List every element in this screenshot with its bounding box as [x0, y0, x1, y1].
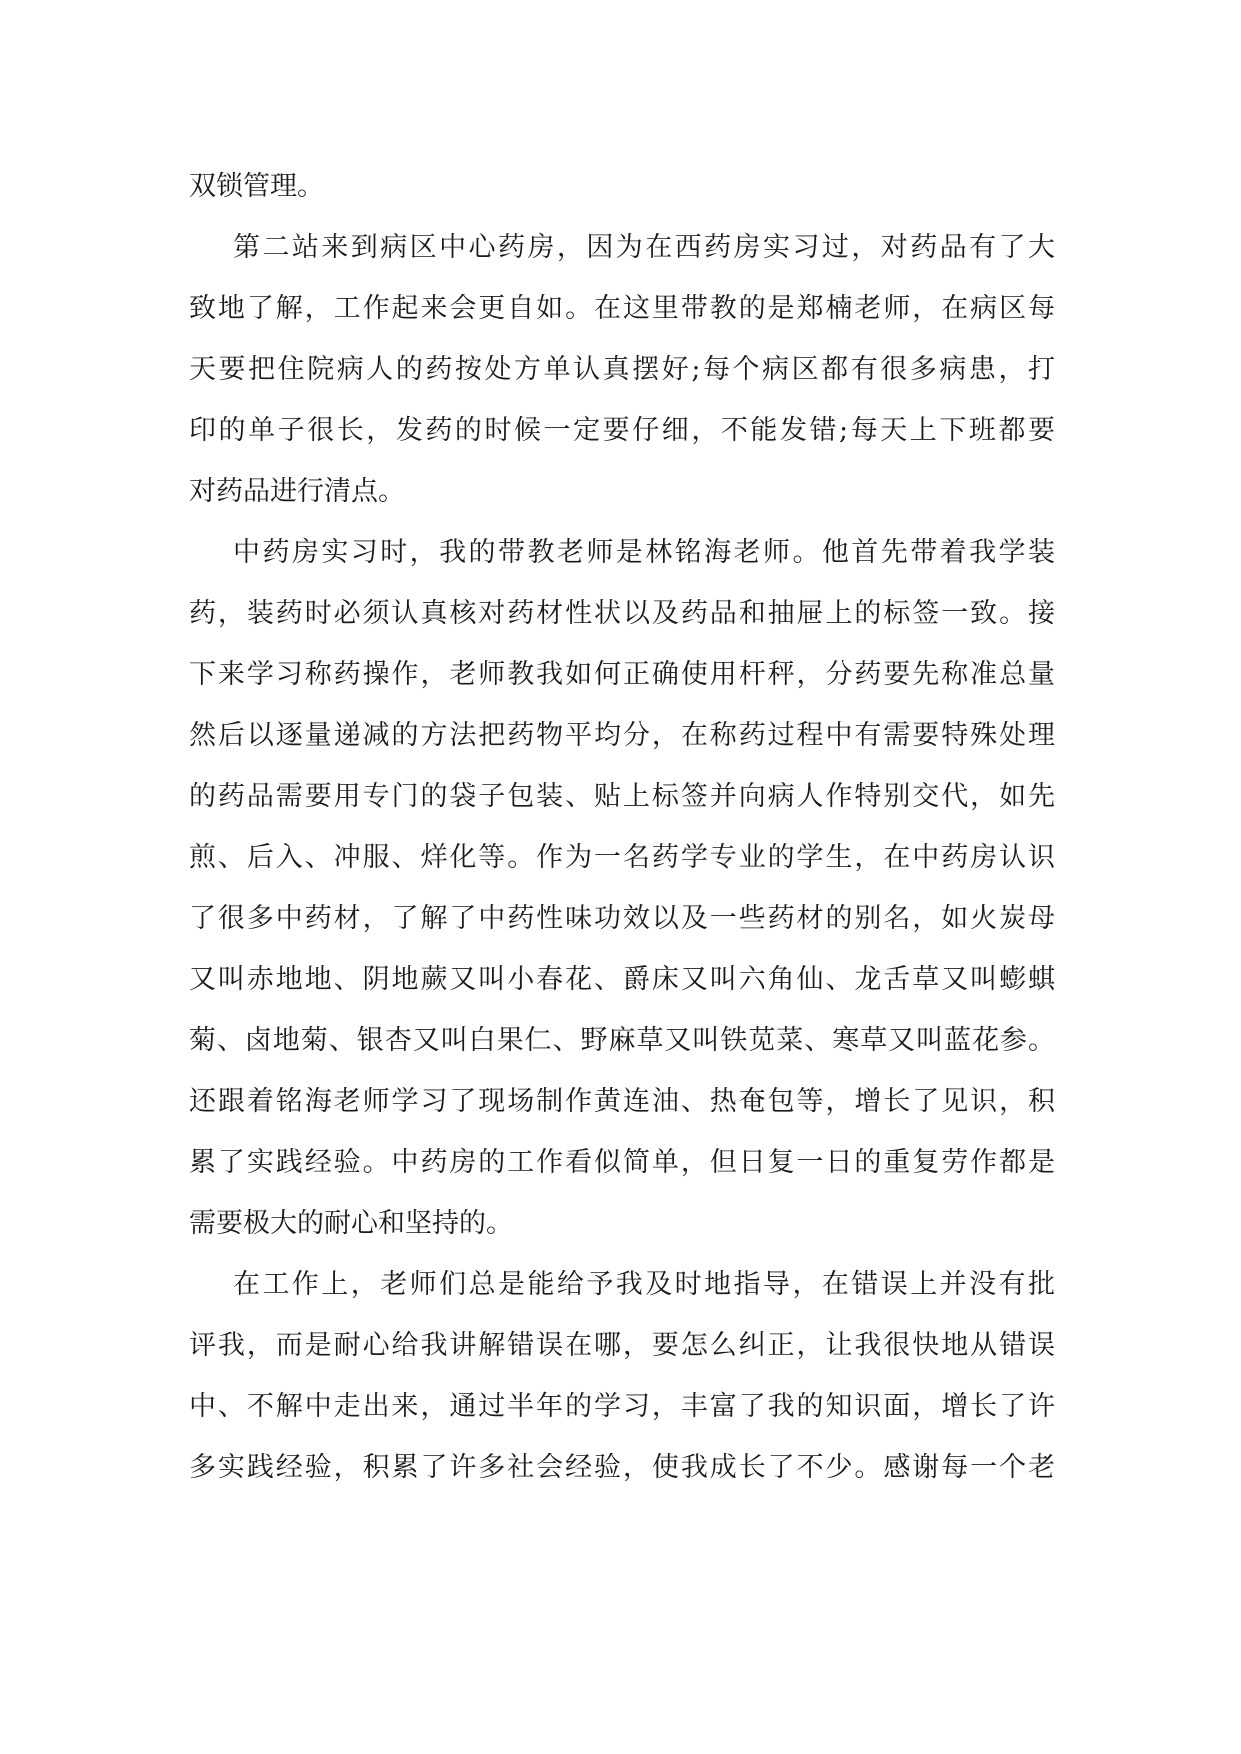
paragraph-line: 天要把住院病人的药按处方单认真摆好;每个病区都有很多病患，打 — [189, 354, 1055, 385]
paragraph-line: 累了实践经验。中药房的工作看似简单，但日复一日的重复劳作都是 — [189, 1147, 1055, 1178]
paragraph-line: 又叫赤地地、阴地蕨又叫小春花、爵床又叫六角仙、龙舌草又叫蟛蜞 — [189, 964, 1055, 995]
paragraph-line: 需要极大的耐心和坚持的。 — [189, 1208, 513, 1239]
paragraph-line: 然后以逐量递减的方法把药物平均分，在称药过程中有需要特殊处理 — [189, 720, 1055, 751]
paragraph-line: 中药房实习时，我的带教老师是林铭海老师。他首先带着我学装 — [233, 537, 1055, 568]
paragraph-line: 印的单子很长，发药的时候一定要仔细，不能发错;每天上下班都要 — [189, 415, 1055, 446]
paragraph-line: 药，装药时必须认真核对药材性状以及药品和抽屉上的标签一致。接 — [189, 598, 1055, 629]
paragraph-line: 菊、卤地菊、银杏又叫白果仁、野麻草又叫铁苋菜、寒草又叫蓝花参。 — [189, 1025, 1055, 1056]
paragraph-line: 的药品需要用专门的袋子包装、贴上标签并向病人作特别交代，如先 — [189, 781, 1055, 812]
document-page — [189, 156, 1055, 1498]
paragraph-line: 对药品进行清点。 — [189, 476, 405, 507]
paragraph-line: 了很多中药材，了解了中药性味功效以及一些药材的别名，如火炭母 — [189, 903, 1055, 934]
paragraph-line: 还跟着铭海老师学习了现场制作黄连油、热奄包等，增长了见识，积 — [189, 1086, 1055, 1117]
paragraph-line: 中、不解中走出来，通过半年的学习，丰富了我的知识面，增长了许 — [189, 1391, 1055, 1422]
paragraph-line: 在工作上，老师们总是能给予我及时地指导，在错误上并没有批 — [233, 1269, 1055, 1300]
paragraph-line: 煎、后入、冲服、烊化等。作为一名药学专业的学生，在中药房认识 — [189, 842, 1055, 873]
paragraph-line: 第二站来到病区中心药房，因为在西药房实习过，对药品有了大 — [233, 232, 1055, 263]
paragraph-line: 致地了解，工作起来会更自如。在这里带教的是郑楠老师，在病区每 — [189, 293, 1055, 324]
paragraph-line: 评我，而是耐心给我讲解错误在哪，要怎么纠正，让我很快地从错误 — [189, 1330, 1055, 1361]
paragraph-line: 双锁管理。 — [189, 171, 324, 202]
paragraph-line: 下来学习称药操作，老师教我如何正确使用杆秤，分药要先称准总量 — [189, 659, 1055, 690]
paragraph-line: 多实践经验，积累了许多社会经验，使我成长了不少。感谢每一个老 — [189, 1452, 1055, 1483]
